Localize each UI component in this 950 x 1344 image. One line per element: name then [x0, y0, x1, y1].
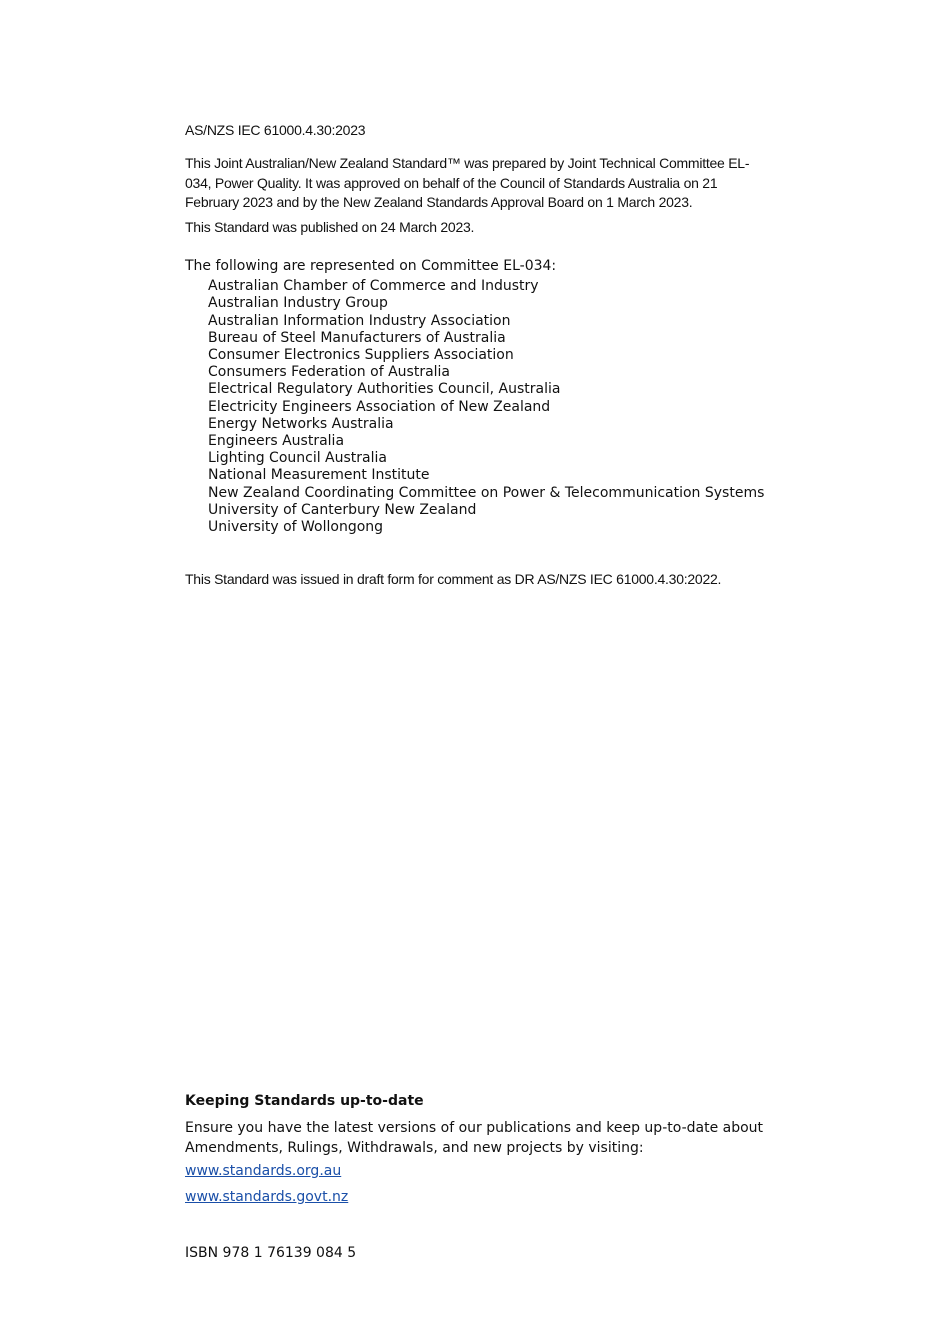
standards-australia-link[interactable]: www.standards.org.au [185, 1163, 342, 1179]
committee-member: New Zealand Coordinating Committee on Power & Telecommunication Systems [208, 484, 765, 501]
keeping-up-to-date-heading: Keeping Standards up-to-date [185, 1093, 424, 1109]
committee-member: Australian Chamber of Commerce and Industry [208, 278, 539, 295]
committee-member: Consumer Electronics Suppliers Association [208, 347, 514, 364]
standards-nz-link[interactable]: www.standards.govt.nz [185, 1189, 349, 1205]
committee-member: University of Wollongong [208, 519, 384, 536]
publication-date: This Standard was published on 24 March 2023. [185, 219, 475, 235]
committee-member: University of Canterbury New Zealand [208, 501, 477, 518]
committee-member: Australian Information Industry Association [208, 312, 511, 329]
draft-note: This Standard was issued in draft form for comment as DR AS/NZS IEC 61000.4.30:2022. [185, 571, 722, 587]
preparation-paragraph: This Joint Australian/New Zealand Standard™ was prepared by Joint Technical Committee EL-034, Power Quality. It was approved on behalf of the Council of Standards Australia on 21 February 2023 and by the New Zealand Standards Approval Board on 1 March 2023. [185, 155, 750, 210]
committee-block [185, 258, 764, 536]
committee-member: National Measurement Institute [208, 467, 430, 484]
committee-member-list [185, 278, 764, 536]
keeping-up-to-date-paragraph: Ensure you have the latest versions of our publications and keep up-to-date about Amendments, Rulings, Withdrawals, and new projects by visiting: [185, 1120, 764, 1156]
committee-member: Consumers Federation of Australia [208, 364, 451, 381]
committee-member: Australian Industry Group [208, 295, 388, 312]
committee-member: Engineers Australia [208, 433, 345, 450]
committee-member: Lighting Council Australia [208, 450, 387, 467]
committee-member: Electricity Engineers Association of New Zealand [208, 398, 551, 415]
committee-heading: The following are represented on Committee EL-034: [185, 258, 557, 274]
document-id: AS/NZS IEC 61000.4.30:2023 [185, 122, 366, 138]
isbn: ISBN 978 1 76139 084 5 [185, 1245, 357, 1261]
committee-member: Electrical Regulatory Authorities Council, Australia [208, 381, 561, 398]
committee-member: Energy Networks Australia [208, 415, 394, 432]
committee-member: Bureau of Steel Manufacturers of Australia [208, 329, 506, 346]
